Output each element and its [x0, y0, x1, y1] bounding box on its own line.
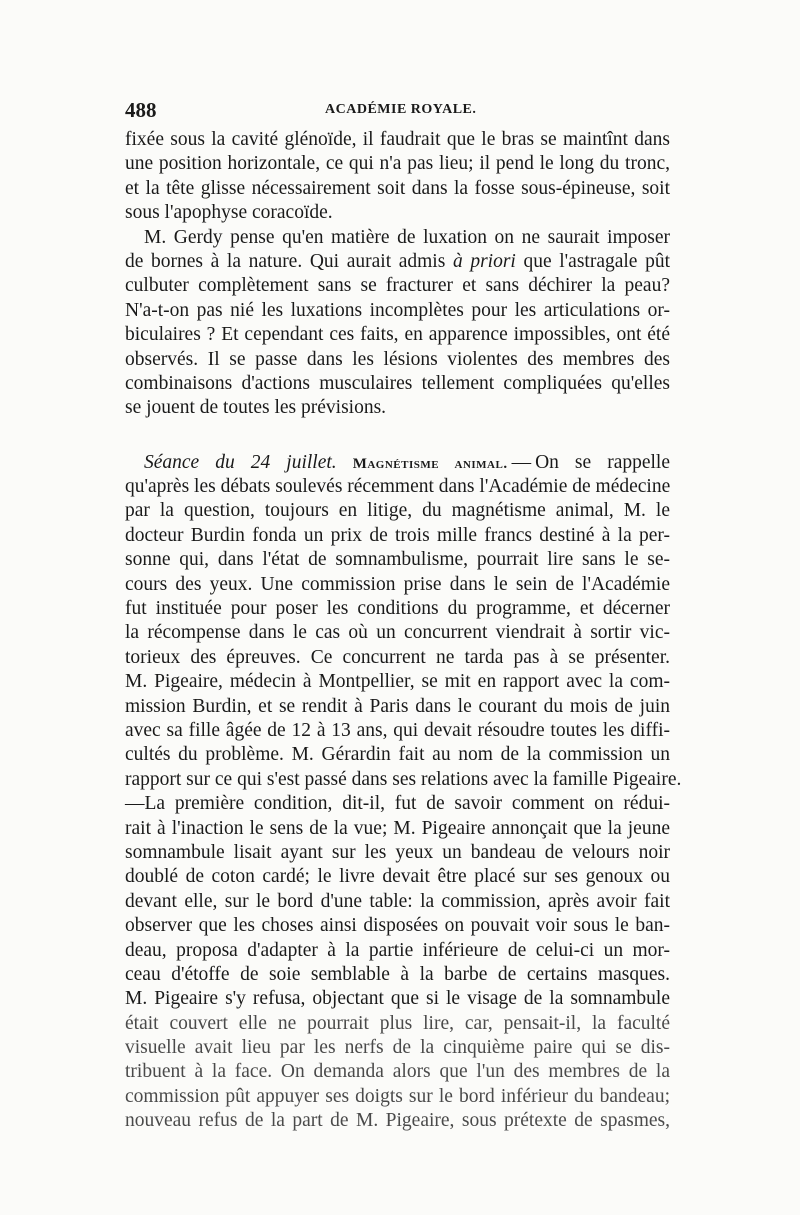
text-span: On se rappelle: [535, 451, 670, 473]
text-line: était couvert elle ne pourrait plus lire, car, pensait-il, la faculté: [125, 1012, 670, 1034]
text-line: combinaisons d'actions musculaires tellement compliquées qu'elles: [125, 372, 670, 394]
text-line: torieux des épreuves. Ce concurrent ne tarda pas à se présenter.: [125, 646, 670, 668]
text-line: M. Gerdy pense qu'en matière de luxation on ne saurait imposer: [144, 226, 670, 248]
text-line: commission pût appuyer ses doigts sur le bord inférieur du bandeau;: [125, 1085, 670, 1107]
text-line: devant elle, sur le bord d'une table: la commission, après avoir fait: [125, 890, 670, 912]
text-line: sous l'apophyse coracoïde.: [125, 202, 333, 224]
text-line: nouveau refus de la part de M. Pigeaire, sous prétexte de spasmes,: [125, 1110, 670, 1132]
text-line: qu'après les débats soulevés récemment dans l'Académie de médecine: [125, 476, 671, 498]
text-line: fut instituée pour poser les conditions du programme, et décerner: [125, 598, 670, 620]
body-text: [125, 128, 682, 1134]
text-line: culbuter complètement sans se fracturer et sans déchirer la peau?: [125, 275, 670, 297]
text-line: N'a-t-on pas nié les luxations incomplètes pour les articulations or-: [125, 299, 670, 321]
page-header: [125, 98, 670, 124]
text-line: docteur Burdin fonda un prix de trois mille francs destiné à la per-: [125, 524, 670, 546]
text-line: par la question, toujours en litige, du magnétisme animal, M. le: [125, 500, 670, 522]
text-line: rait à l'inaction le sens de la vue; M. Pigeaire annonçait que la jeune: [125, 817, 670, 839]
paragraph-seance: [125, 451, 682, 1134]
text-line: somnambule lisait ayant sur les yeux un bandeau de velours noir: [125, 841, 670, 863]
text-line: ceau d'étoffe de soie semblable à la barbe de certains masques.: [125, 963, 670, 985]
section-opening-line: [125, 451, 670, 475]
text-line: cultés du problème. M. Gérardin fait au nom de la commission un: [125, 744, 670, 766]
text-line: rapport sur ce qui s'est passé dans ses relations avec la famille Pigeaire.: [125, 768, 682, 790]
text-line: la récompense dans le cas où un concurrent viendrait à sortir vic-: [125, 622, 670, 644]
em-dash: —: [511, 451, 532, 473]
text-line: biculaires ? Et cependant ces faits, en apparence impossibles, ont été: [125, 324, 670, 346]
section-topic: Magnétisme animal.: [352, 455, 508, 472]
text-line: se jouent de toutes les prévisions.: [125, 397, 387, 419]
section-gap: [125, 421, 670, 451]
text-line: fixée sous la cavité glénoïde, il faudrait que le bras se maintînt dans: [125, 129, 670, 150]
text-line: deau, proposa d'adapter à la partie inférieure de celui-ci un mor-: [125, 939, 670, 961]
running-head: ACADÉMIE ROYALE.: [325, 102, 477, 117]
text-line: tribuent à la face. On demanda alors que l'un des membres de la: [125, 1061, 670, 1083]
text-line: et la tête glisse nécessairement soit dans la fosse sous-épineuse, soit: [125, 177, 670, 199]
text-span: de bornes à la nature. Qui aurait admis: [125, 250, 453, 272]
text-line: avec sa fille âgée de 12 à 13 ans, qui devait résoudre toutes les diffi-: [125, 719, 670, 741]
text-line: [125, 250, 670, 274]
text-line: doublé de coton cardé; le livre devait être placé sur ses genoux ou: [125, 866, 670, 888]
text-line: observés. Il se passe dans les lésions violentes des membres des: [125, 348, 670, 370]
text-line: M. Pigeaire s'y refusa, objectant que si le visage de la somnambule: [125, 988, 670, 1010]
session-date: Séance du 24 juillet.: [144, 451, 337, 473]
text-line: M. Pigeaire, médecin à Montpellier, se mit en rapport avec la com-: [125, 671, 670, 693]
page-number: 488: [125, 98, 157, 122]
text-line: mission Burdin, et se rendit à Paris dans le courant du mois de juin: [125, 695, 670, 717]
text-line: cours des yeux. Une commission prise dans le sein de l'Académie: [125, 573, 670, 595]
text-line: visuelle avait lieu par les nerfs de la cinquième paire qui se dis-: [125, 1037, 670, 1059]
text-line: observer que les choses ainsi disposées on pouvait voir sous le ban-: [125, 915, 670, 937]
text-line: une position horizontale, ce qui n'a pas lieu; il pend le long du tronc,: [125, 153, 670, 175]
text-line: sonne qui, dans l'état de somnambulisme, pourrait lire sans le se-: [125, 549, 670, 571]
latin-phrase: à priori: [452, 250, 516, 272]
text-line: —La première condition, dit-il, fut de savoir comment on rédui-: [125, 793, 670, 815]
paragraph-gerdy: [125, 226, 670, 421]
text-span: que l'astragale pût: [515, 250, 670, 272]
paragraph-continuation: [125, 128, 670, 226]
